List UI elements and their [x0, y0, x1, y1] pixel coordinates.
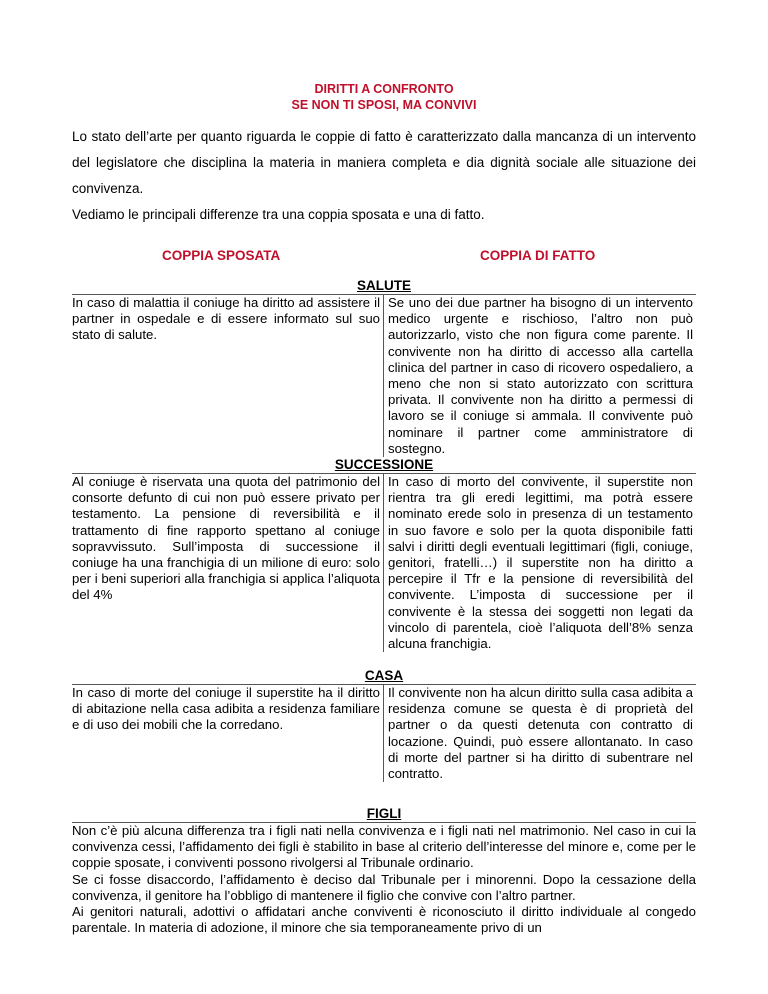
section-title-figli: FIGLI	[366, 806, 402, 821]
figli-paragraph-2: Se ci fosse disaccordo, l’affidamento è deciso dal Tribunale per i minorenni. Dopo la cessazione della convivenza, il genitore ha l’obbligo di mantenere il figlio che convive con l’altro partner.	[72, 871, 696, 903]
section-title-successione: SUCCESSIONE	[334, 457, 434, 472]
salute-cohabiting-text: Se uno dei due partner ha bisogno di un intervento medico urgente e rischioso, l’altro non può autorizzarlo, visto che non figura come parente. Il convivente non ha diritto di accesso alla cartella clinica del partner in caso di ricovero ospedaliero, a meno che non si stato autorizzato con scrittura privata. Il convivente non ha diritto a permessi di lavoro se il coniuge si ammala. Il convivente può nominare il partner come amministratore di sostegno.	[383, 295, 696, 457]
intro-paragraph-1: Lo stato dell’arte per quanto riguarda le coppie di fatto è caratterizzato dalla mancanza di un intervento del legislatore che disciplina la materia in maniera completa e dia dignità sociale alle situazione dei convivenza.	[72, 129, 696, 196]
section-casa	[72, 684, 696, 782]
title-line-2: SE NON TI SPOSI, MA CONVIVI	[291, 98, 477, 112]
successione-married-text: Al coniuge è riservata una quota del patrimonio del consorte defunto di cui non può essere privato per testamento. La pensione di reversibilità e il trattamento di fine rapporto spettano al coniuge sopravvissuto. Sull’imposta di successione il coniuge ha una franchigia di un milione di euro: solo per i beni superiori alla franchigia si applica l’aliquota del 4%	[72, 474, 380, 603]
figli-paragraph-1: Non c’è più alcuna differenza tra i figli nati nella convivenza e i figli nati nel matrimonio. Nel caso in cui la convivenza cessi, l’affidamento dei figli è stabilito in base al criterio dell’interesse del minore e, come per le coppie sposate, i conviventi possono rivolgersi al Tribunale ordinario.	[72, 823, 696, 871]
document-title	[72, 81, 696, 113]
casa-married-text: In caso di morte del coniuge il superstite ha il diritto di abitazione nella casa adibita a residenza familiare e di uso dei mobili che la corredano.	[72, 685, 380, 733]
casa-cohabiting-text: Il convivente non ha alcun diritto sulla casa adibita a residenza comune se questa è di proprietà del partner o da questi detenuta con contratto di locazione. Quindi, può essere allontanato. In caso di morte del partner si ha diritto di subentrare nel contratto.	[383, 685, 696, 782]
title-line-1: DIRITTI A CONFRONTO	[314, 82, 454, 96]
section-salute	[72, 294, 696, 457]
column-heading-cohabiting: COPPIA DI FATTO	[480, 248, 596, 263]
salute-married-text: In caso di malattia il coniuge ha diritto ad assistere il partner in ospedale e di essere informato sul suo stato di salute.	[72, 295, 380, 343]
column-heading-married: COPPIA SPOSATA	[162, 248, 281, 263]
successione-cohabiting-text: In caso di morto del convivente, il superstite non rientra tra gli eredi legittimi, ma potrà essere nominato erede solo in presenza di un testamento in suo favore e solo per la quota disponibile fatti salvi i diritti degli eventuali legittimari (figli, coniuge, genitori, fratelli…) il superstite non ha diritto a percepire il Tfr e la pensione di reversibilità del convivente. L’imposta di successione per il convivente è la stessa dei soggetti non legati da vincolo di parentela, cioè l’aliquota dell’8% senza alcuna franchigia.	[383, 474, 696, 652]
figli-paragraph-3: Ai genitori naturali, adottivi o affidatari anche conviventi è riconosciuto il diritto individuale al congedo parentale. In materia di adozione, il minore che sia temporaneamente privo di un	[72, 904, 696, 936]
intro-paragraph-2: Vediamo le principali differenze tra una coppia sposata e una di fatto.	[72, 207, 485, 222]
section-successione	[72, 473, 696, 652]
section-title-salute: SALUTE	[357, 278, 411, 293]
intro-text	[72, 124, 696, 228]
section-title-casa: CASA	[364, 668, 404, 683]
section-figli	[72, 822, 696, 936]
